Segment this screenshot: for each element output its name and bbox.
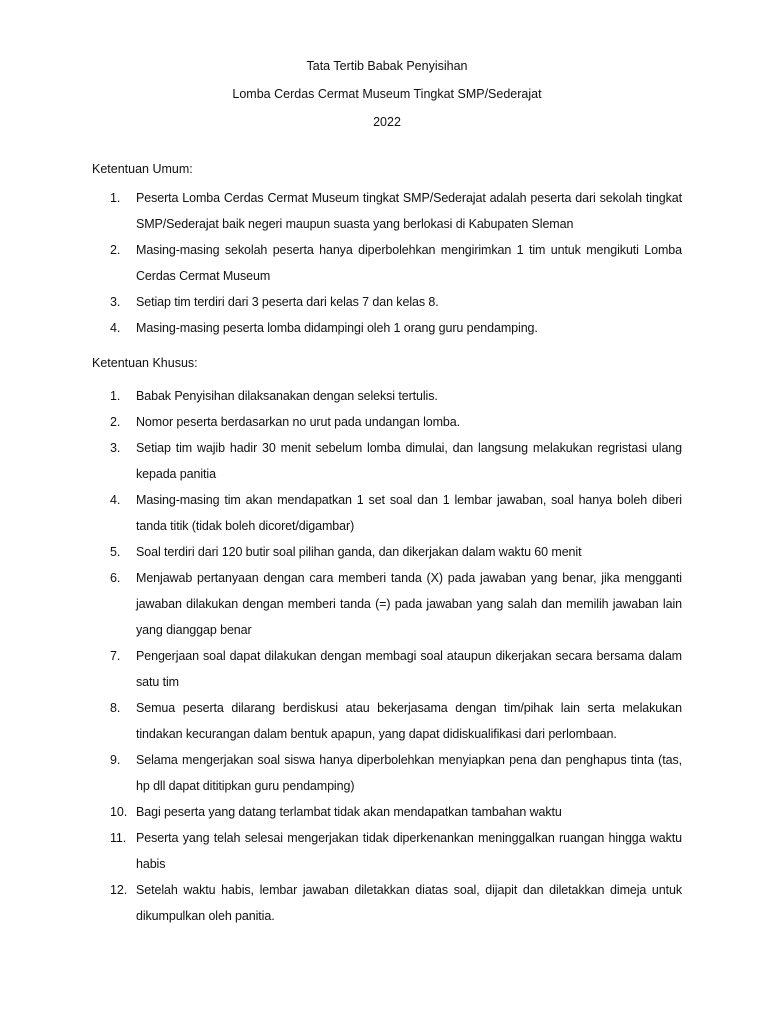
list-item-text: Babak Penyisihan dilaksanakan dengan seleksi tertulis.	[136, 389, 438, 403]
list-item	[92, 643, 682, 695]
document-subtitle: Lomba Cerdas Cermat Museum Tingkat SMP/Sederajat	[232, 87, 542, 101]
list-item-number: 8.	[110, 701, 121, 715]
list-item-text: Masing-masing sekolah peserta hanya diperbolehkan mengirimkan 1 tim untuk mengikuti Lomba Cerdas Cermat Museum	[136, 243, 682, 283]
list-item	[92, 315, 682, 341]
list-item-text: Setiap tim terdiri dari 3 peserta dari kelas 7 dan kelas 8.	[136, 295, 439, 309]
list-item-text: Peserta Lomba Cerdas Cermat Museum tingkat SMP/Sederajat adalah peserta dari sekolah tingkat SMP/Sederajat baik negeri maupun suasta yang berlokasi di Kabupaten Sleman	[136, 191, 682, 231]
document-year: 2022	[373, 115, 401, 129]
list-item	[92, 435, 682, 487]
list-item-number: 4.	[110, 321, 121, 335]
list-item	[92, 237, 682, 289]
list-item-number: 2.	[110, 415, 121, 429]
list-item-text: Setelah waktu habis, lembar jawaban diletakkan diatas soal, dijapit dan diletakkan dimeja untuk dikumpulkan oleh panitia.	[136, 883, 682, 923]
list-item-number: 12.	[110, 883, 128, 897]
section-heading-khusus: Ketentuan Khusus:	[92, 356, 198, 370]
list-item-text: Nomor peserta berdasarkan no urut pada undangan lomba.	[136, 415, 460, 429]
list-item-number: 9.	[110, 753, 121, 767]
list-item-text: Soal terdiri dari 120 butir soal pilihan ganda, dan dikerjakan dalam waktu 60 menit	[136, 545, 582, 559]
list-item	[92, 695, 682, 747]
document-title: Tata Tertib Babak Penyisihan	[306, 59, 468, 73]
list-item-text: Bagi peserta yang datang terlambat tidak akan mendapatkan tambahan waktu	[136, 805, 562, 819]
list-item-number: 11.	[110, 831, 127, 845]
list-item-number: 2.	[110, 243, 121, 257]
list-item-text: Menjawab pertanyaan dengan cara memberi tanda (X) pada jawaban yang benar, jika mengganti jawaban dilakukan dengan memberi tanda (=) pada jawaban yang salah dan memilih jawaban lain yang dianggap benar	[136, 571, 682, 637]
list-item	[92, 289, 682, 315]
list-item	[92, 825, 682, 877]
section-heading-umum: Ketentuan Umum:	[92, 162, 193, 176]
list-item	[92, 185, 682, 237]
list-item-text: Masing-masing peserta lomba didampingi oleh 1 orang guru pendamping.	[136, 321, 538, 335]
list-item-text: Peserta yang telah selesai mengerjakan tidak diperkenankan meninggalkan ruangan hingga waktu habis	[136, 831, 682, 871]
list-item	[92, 409, 682, 435]
list-item	[92, 383, 682, 409]
list-item-text: Semua peserta dilarang berdiskusi atau bekerjasama dengan tim/pihak lain serta melakukan tindakan kecurangan dalam bentuk apapun, yang dapat didiskualifikasi dari perlombaan.	[136, 701, 682, 741]
list-item	[92, 799, 682, 825]
list-item-number: 4.	[110, 493, 121, 507]
list-item-text: Setiap tim wajib hadir 30 menit sebelum lomba dimulai, dan langsung melakukan regristasi ulang kepada panitia	[136, 441, 682, 481]
list-item-text: Selama mengerjakan soal siswa hanya diperbolehkan menyiapkan pena dan penghapus tinta (tas, hp dll dapat dititipkan guru pendamping)	[136, 753, 682, 793]
list-item-number: 5.	[110, 545, 121, 559]
list-item-text: Pengerjaan soal dapat dilakukan dengan membagi soal ataupun dikerjakan secara bersama dalam satu tim	[136, 649, 682, 689]
list-item	[92, 487, 682, 539]
rules-list-umum	[92, 185, 682, 341]
list-item-number: 3.	[110, 441, 121, 455]
list-item-number: 10.	[110, 805, 128, 819]
list-item-number: 3.	[110, 295, 121, 309]
rules-list-khusus	[92, 383, 682, 929]
list-item	[92, 877, 682, 929]
list-item	[92, 565, 682, 643]
list-item	[92, 747, 682, 799]
list-item-number: 7.	[110, 649, 121, 663]
list-item-number: 6.	[110, 571, 121, 585]
list-item	[92, 539, 682, 565]
list-item-number: 1.	[110, 389, 121, 403]
list-item-text: Masing-masing tim akan mendapatkan 1 set soal dan 1 lembar jawaban, soal hanya boleh diberi tanda titik (tidak boleh dicoret/digambar)	[136, 493, 682, 533]
list-item-number: 1.	[110, 191, 121, 205]
